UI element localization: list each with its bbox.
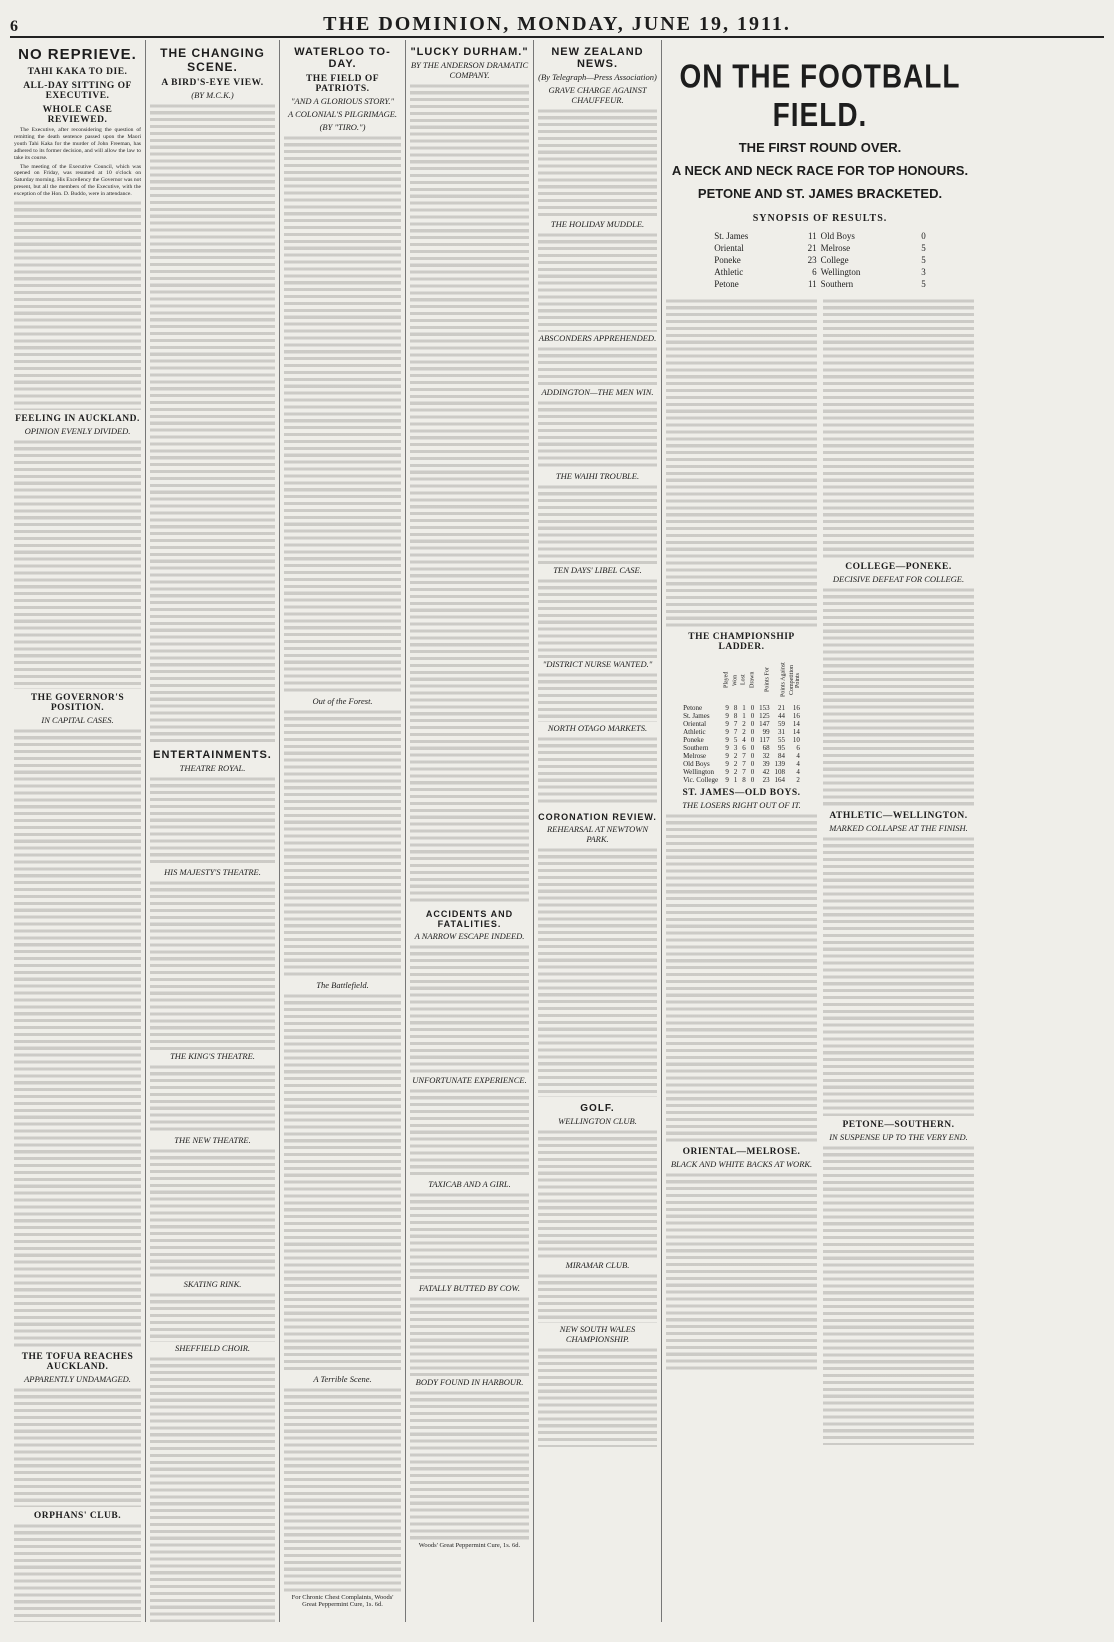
headline-lucky-durham: "LUCKY DURHAM."	[410, 46, 529, 58]
ladder-cell: 32	[762, 752, 770, 760]
text-block	[538, 578, 657, 658]
ladder-cell: 4	[742, 736, 746, 744]
ladder-cell: 2	[733, 752, 738, 760]
ladder-cell: 6	[796, 744, 800, 752]
result-score: 5	[921, 243, 926, 253]
paragraph: The Executive, after reconsidering the question of remitting the death sentence passed upon the Maori youth Tahi Kaka for the murder of John Freeman, has adhered to its former decision, and will allow the law to take its course.	[14, 127, 141, 161]
ladder-cell: 8	[742, 776, 746, 784]
ladder-cell: 68	[762, 744, 770, 752]
text-block	[538, 736, 657, 806]
article-body	[14, 127, 141, 198]
ladder-cell: 4	[796, 752, 800, 760]
ladder-cell: 1	[742, 704, 746, 712]
subhead-undamaged: APPARENTLY UNDAMAGED.	[24, 1374, 131, 1385]
ladder-cell: 6	[742, 744, 746, 752]
ladder-cell: 84	[777, 752, 785, 760]
text-block	[150, 880, 275, 1050]
ladder-team: Southern	[683, 744, 709, 752]
ladder-cell: 1	[742, 712, 746, 720]
ladder-row	[681, 736, 802, 744]
column-no-reprieve	[10, 40, 146, 1622]
subhead-executive: ALL-DAY SITTING OF EXECUTIVE.	[23, 81, 132, 101]
ladder-cell: 14	[792, 728, 800, 736]
ladder-cell: 139	[774, 760, 785, 768]
ladder-cell: 7	[733, 728, 738, 736]
ladder-team: Old Boys	[683, 760, 710, 768]
headline-no-reprieve: NO REPRIEVE.	[18, 46, 137, 63]
text-block	[538, 1273, 657, 1323]
ladder-team: Melrose	[683, 752, 707, 760]
subhead-terrible-scene: A Terrible Scene.	[313, 1374, 372, 1384]
ladder-team: Petone	[683, 704, 703, 712]
ladder-cell: 117	[759, 736, 770, 744]
football-left	[666, 298, 817, 1445]
text-block	[538, 1347, 657, 1447]
ladder-cell: 8	[733, 712, 738, 720]
result-team: Melrose	[820, 243, 851, 253]
ladder-cell: 0	[750, 728, 755, 736]
ladder-cell: 0	[750, 704, 755, 712]
result-team: Athletic	[714, 267, 744, 277]
ladder-cell: 5	[733, 736, 738, 744]
headline-entertainments: ENTERTAINMENTS.	[153, 749, 272, 761]
result-score: 11	[807, 279, 817, 289]
result-score: 5	[921, 255, 926, 265]
result-team: College	[820, 255, 849, 265]
ladder-cell: 14	[792, 720, 800, 728]
ladder-row	[681, 776, 802, 784]
subhead-fatally-butted: FATALLY BUTTED BY COW.	[419, 1283, 520, 1293]
text-block	[14, 439, 141, 689]
telegraph-line: (By Telegraph—Press Association)	[538, 72, 657, 82]
ladder-team: Wellington	[683, 768, 715, 776]
ladder-team: Vic. College	[683, 776, 719, 784]
headline-coronation: CORONATION REVIEW.	[538, 812, 657, 822]
text-block	[410, 1296, 529, 1376]
text-block	[150, 1148, 275, 1278]
ladder-cell: 2	[733, 760, 738, 768]
subhead-grave-charge: GRAVE CHARGE AGAINST CHAUFFEUR.	[548, 85, 647, 105]
result-row	[712, 254, 928, 266]
headline-waterloo: WATERLOO TO-DAY.	[294, 46, 391, 70]
subhead-governors-position: THE GOVERNOR'S POSITION.	[30, 693, 125, 714]
text-block	[410, 1390, 529, 1540]
subhead-marked-collapse: MARKED COLLAPSE AT THE FINISH.	[829, 823, 968, 833]
ladder-cell: 4	[796, 768, 800, 776]
ladder-row	[681, 768, 802, 776]
subhead-out-of-forest: Out of the Forest.	[312, 696, 373, 706]
subhead-decisive-defeat: DECISIVE DEFEAT FOR COLLEGE.	[832, 574, 965, 584]
headline-golf: GOLF.	[580, 1103, 615, 1114]
headline-football: ON THE FOOTBALL FIELD.	[679, 57, 961, 134]
result-team: Oriental	[714, 243, 744, 253]
ladder-column-header: Competition Points	[788, 665, 801, 695]
column-waterloo	[280, 40, 406, 1622]
text-block	[14, 1387, 141, 1507]
subhead-kings-theatre: THE KING'S THEATRE.	[170, 1051, 255, 1061]
ladder-cell: 55	[777, 736, 785, 744]
ladder-cell: 0	[750, 760, 755, 768]
result-team: St. James	[714, 231, 749, 241]
ladder-cell: 0	[750, 752, 755, 760]
ladder-cell: 0	[750, 768, 755, 776]
page-number: 6	[10, 18, 18, 35]
football-right	[823, 298, 974, 1445]
result-team: Old Boys	[820, 231, 855, 241]
text-block	[823, 836, 974, 1116]
text-block	[410, 1088, 529, 1178]
ladder-cell: 44	[777, 712, 785, 720]
ladder-row	[681, 712, 802, 720]
subhead-rehearsal: REHEARSAL AT NEWTOWN PARK.	[546, 824, 649, 844]
text-block	[284, 709, 401, 979]
ladder-cell: 9	[725, 776, 729, 784]
subhead-wellington-club: WELLINGTON CLUB.	[558, 1116, 637, 1126]
subhead-theatre-royal: THEATRE ROYAL.	[179, 763, 246, 773]
subhead-otago-markets: NORTH OTAGO MARKETS.	[547, 723, 648, 733]
subhead-feeling-auckland: FEELING IN AUCKLAND.	[15, 414, 140, 425]
ladder-row	[681, 760, 802, 768]
ladder-cell: 125	[759, 712, 770, 720]
result-score: 21	[807, 243, 817, 253]
ladder-cell: 9	[725, 736, 729, 744]
text-block	[284, 993, 401, 1373]
result-row	[712, 242, 928, 254]
ladder-cell: 0	[750, 712, 755, 720]
headline-accidents: ACCIDENTS AND FATALITIES.	[425, 909, 514, 929]
subhead-orphans-club: ORPHANS' CLUB.	[33, 1511, 122, 1522]
subhead-black-white: BLACK AND WHITE BACKS AT WORK.	[670, 1159, 813, 1169]
ladder-row	[681, 728, 802, 736]
text-block	[538, 108, 657, 218]
ladder-cell: 9	[725, 744, 729, 752]
subhead-battlefield: The Battlefield.	[316, 980, 369, 990]
ladder-cell: 95	[777, 744, 785, 752]
ladder-cell: 9	[725, 704, 729, 712]
ladder-cell: 0	[750, 736, 755, 744]
ladder-cell: 31	[777, 728, 785, 736]
subhead-oriental-melrose: ORIENTAL—MELROSE.	[682, 1147, 801, 1157]
subhead-holiday-muddle: THE HOLIDAY MUDDLE.	[550, 219, 645, 229]
text-block	[538, 400, 657, 470]
subhead-losers: THE LOSERS RIGHT OUT OF IT.	[682, 800, 801, 810]
ladder-cell: 23	[762, 776, 770, 784]
ladder-team: Oriental	[683, 720, 707, 728]
newspaper-page	[10, 10, 1104, 1622]
text-block	[538, 1129, 657, 1259]
subhead-capital-cases: IN CAPITAL CASES.	[41, 715, 114, 726]
headline-changing-scene: THE CHANGING SCENE.	[160, 46, 265, 74]
column-changing-scene	[146, 40, 280, 1622]
subhead-athletic-wellington: ATHLETIC—WELLINGTON.	[829, 811, 968, 821]
ladder-cell: 2	[733, 768, 738, 776]
text-block	[538, 672, 657, 722]
text-block	[284, 1387, 401, 1592]
ladder-row	[681, 752, 802, 760]
subhead-tahi-kaka: TAHI KAKA TO DIE.	[27, 67, 128, 77]
text-block	[823, 298, 974, 558]
ladder-cell: 7	[742, 768, 746, 776]
text-block	[666, 1172, 817, 1372]
subhead-st-james-old-boys: ST. JAMES—OLD BOYS.	[682, 788, 801, 798]
deck-first-round: THE FIRST ROUND OVER.	[738, 140, 902, 155]
ladder-cell: 1	[733, 776, 738, 784]
ladder-cell: 0	[750, 776, 755, 784]
subhead-birds-eye: A BIRD'S-EYE VIEW.	[161, 78, 264, 88]
text-block	[14, 728, 141, 1348]
subhead-narrow-escape: A NARROW ESCAPE INDEED.	[414, 931, 525, 941]
result-team: Petone	[714, 279, 739, 289]
ladder-cell: 7	[742, 760, 746, 768]
deck-neck-and-neck: A NECK AND NECK RACE FOR TOP HONOURS.	[671, 163, 969, 178]
synopsis-title: SYNOPSIS OF RESULTS.	[752, 213, 888, 224]
subhead-skating-rink: SKATING RINK.	[183, 1279, 242, 1289]
result-team: Southern	[820, 279, 854, 289]
ladder-cell: 108	[774, 768, 785, 776]
text-block	[823, 1145, 974, 1445]
results-table	[712, 230, 928, 290]
result-team: Poneke	[714, 255, 741, 265]
ladder-column-header: Won	[732, 674, 739, 686]
text-block	[666, 813, 817, 1143]
subhead-case-reviewed: WHOLE CASE REVIEWED.	[42, 105, 113, 125]
ladder-cell: 3	[733, 744, 738, 752]
subhead-district-nurse: "DISTRICT NURSE WANTED."	[542, 659, 653, 669]
subhead-sheffield-choir: SHEFFIELD CHOIR.	[174, 1343, 251, 1353]
ladder-cell: 164	[774, 776, 785, 784]
text-block	[150, 1064, 275, 1134]
result-score: 6	[812, 267, 817, 277]
text-block	[14, 1523, 141, 1622]
text-block	[284, 135, 401, 695]
ladder-team: St. James	[683, 712, 710, 720]
subhead-his-majestys: HIS MAJESTY'S THEATRE.	[164, 867, 261, 877]
subhead-unfortunate: UNFORTUNATE EXPERIENCE.	[412, 1075, 527, 1085]
ladder-cell: 16	[792, 712, 800, 720]
ladder-cell: 2	[742, 720, 746, 728]
text-block	[538, 484, 657, 564]
masthead-title: THE DOMINION, MONDAY, JUNE 19, 1911.	[323, 13, 791, 35]
ladder-team: Poneke	[683, 736, 704, 744]
subhead-body-found: BODY FOUND IN HARBOUR.	[415, 1377, 524, 1387]
ladder-cell: 9	[725, 728, 729, 736]
subhead-nsw-championship: NEW SOUTH WALES CHAMPIONSHIP.	[559, 1324, 636, 1344]
column-lucky-durham	[406, 40, 534, 1622]
result-score: 11	[807, 231, 817, 241]
text-block	[410, 944, 529, 1074]
byline: BY THE ANDERSON DRAMATIC COMPANY.	[410, 60, 529, 80]
ladder-cell: 7	[733, 720, 738, 728]
deck-petone-st-james: PETONE AND ST. JAMES BRACKETED.	[697, 186, 943, 201]
text-block	[410, 1192, 529, 1282]
column-football	[662, 40, 978, 1622]
ladder-row	[681, 744, 802, 752]
ladder-cell: 0	[750, 744, 755, 752]
subhead-waihi: THE WAIHI TROUBLE.	[555, 471, 640, 481]
result-team: Wellington	[820, 267, 861, 277]
subhead-suspense: IN SUSPENSE UP TO THE VERY END.	[829, 1132, 968, 1142]
ladder-column-header: Drawn	[749, 671, 756, 689]
result-row	[712, 230, 928, 242]
ladder-team: Athletic	[683, 728, 706, 736]
text-block	[150, 1356, 275, 1622]
columns	[10, 40, 1104, 1622]
ladder-cell: 39	[762, 760, 770, 768]
subhead-miramar-club: MIRAMAR CLUB.	[565, 1260, 630, 1270]
paragraph: The meeting of the Executive Council, which was opened on Friday, was resumed at 10 o'clock on Saturday morning. His Excellency the Governor was not present, but all the members of the Executive, with the exception of the Hon. D. Buddo, were in attendance.	[14, 163, 141, 198]
ladder-title: THE CHAMPIONSHIP LADDER.	[688, 632, 795, 652]
subhead-petone-southern: PETONE—SOUTHERN.	[842, 1120, 955, 1130]
ladder-cell: 9	[725, 768, 729, 776]
result-score: 3	[921, 267, 926, 277]
text-block	[538, 232, 657, 332]
ladder-cell: 99	[762, 728, 770, 736]
text-block	[538, 847, 657, 1097]
subhead-pilgrimage: A COLONIAL'S PILGRIMAGE.	[287, 109, 398, 119]
ladder-cell: 9	[725, 712, 729, 720]
ladder-row	[681, 704, 802, 712]
subhead-libel-case: TEN DAYS' LIBEL CASE.	[553, 565, 642, 575]
ladder-cell: 147	[759, 720, 770, 728]
ladder-cell: 21	[777, 704, 785, 712]
ladder-cell: 153	[759, 704, 770, 712]
advertisement-peppermint: For Chronic Chest Complaints, Woods' Great Peppermint Cure, 1s. 6d.	[291, 1594, 394, 1608]
ladder-column-header: Played	[723, 671, 730, 689]
ladder-cell: 42	[762, 768, 770, 776]
ladder-cell: 9	[725, 720, 729, 728]
text-block	[823, 587, 974, 807]
column-nz-news	[534, 40, 662, 1622]
football-columns	[666, 298, 974, 1445]
ladder-column-header: Lost	[740, 674, 747, 686]
result-score: 0	[921, 231, 926, 241]
ladder-cell: 0	[750, 720, 755, 728]
byline: (BY "TIRO.")	[319, 122, 366, 132]
subhead-college-poneke: COLLEGE—PONEKE.	[845, 562, 952, 572]
result-row	[712, 278, 928, 290]
subhead-new-theatre: THE NEW THEATRE.	[174, 1135, 251, 1145]
ladder-cell: 10	[792, 736, 800, 744]
ladder-row	[681, 720, 802, 728]
ladder-column-header: Points Against	[779, 662, 786, 698]
subhead-taxicab: TAXICAB AND A GIRL.	[428, 1179, 511, 1189]
text-block	[150, 103, 275, 743]
result-row	[712, 266, 928, 278]
text-block	[14, 200, 141, 410]
result-score: 23	[807, 255, 817, 265]
subhead-tofua: THE TOFUA REACHES AUCKLAND.	[21, 1352, 134, 1373]
subhead-opinion-divided: OPINION EVENLY DIVIDED.	[24, 426, 131, 437]
ladder-cell: 59	[777, 720, 785, 728]
ladder-cell: 7	[742, 752, 746, 760]
ladder-cell: 9	[725, 752, 729, 760]
subhead-addington: ADDINGTON—THE MEN WIN.	[541, 387, 654, 397]
ladder-cell: 4	[796, 760, 800, 768]
ladder-cell: 2	[742, 728, 746, 736]
subhead-glorious-story: "AND A GLORIOUS STORY."	[290, 96, 395, 106]
ladder-column-header: Points For	[764, 667, 771, 693]
text-block	[538, 346, 657, 386]
result-score: 5	[921, 279, 926, 289]
ladder-cell: 2	[796, 776, 800, 784]
advertisement-peppermint: Woods' Great Peppermint Cure, 1s. 6d.	[418, 1542, 521, 1549]
text-block	[410, 83, 529, 903]
masthead	[10, 10, 1104, 38]
subhead-absconders: ABSCONDERS APPREHENDED.	[538, 333, 657, 343]
text-block	[150, 776, 275, 866]
text-block	[150, 1292, 275, 1342]
subhead-field-patriots: THE FIELD OF PATRIOTS.	[305, 74, 380, 94]
ladder-table	[681, 656, 802, 784]
byline: (BY M.C.K.)	[191, 90, 234, 100]
ladder-cell: 9	[725, 760, 729, 768]
ladder-cell: 8	[733, 704, 738, 712]
headline-nz-news: NEW ZEALAND NEWS.	[551, 46, 644, 70]
ladder-cell: 16	[792, 704, 800, 712]
text-block	[666, 298, 817, 628]
